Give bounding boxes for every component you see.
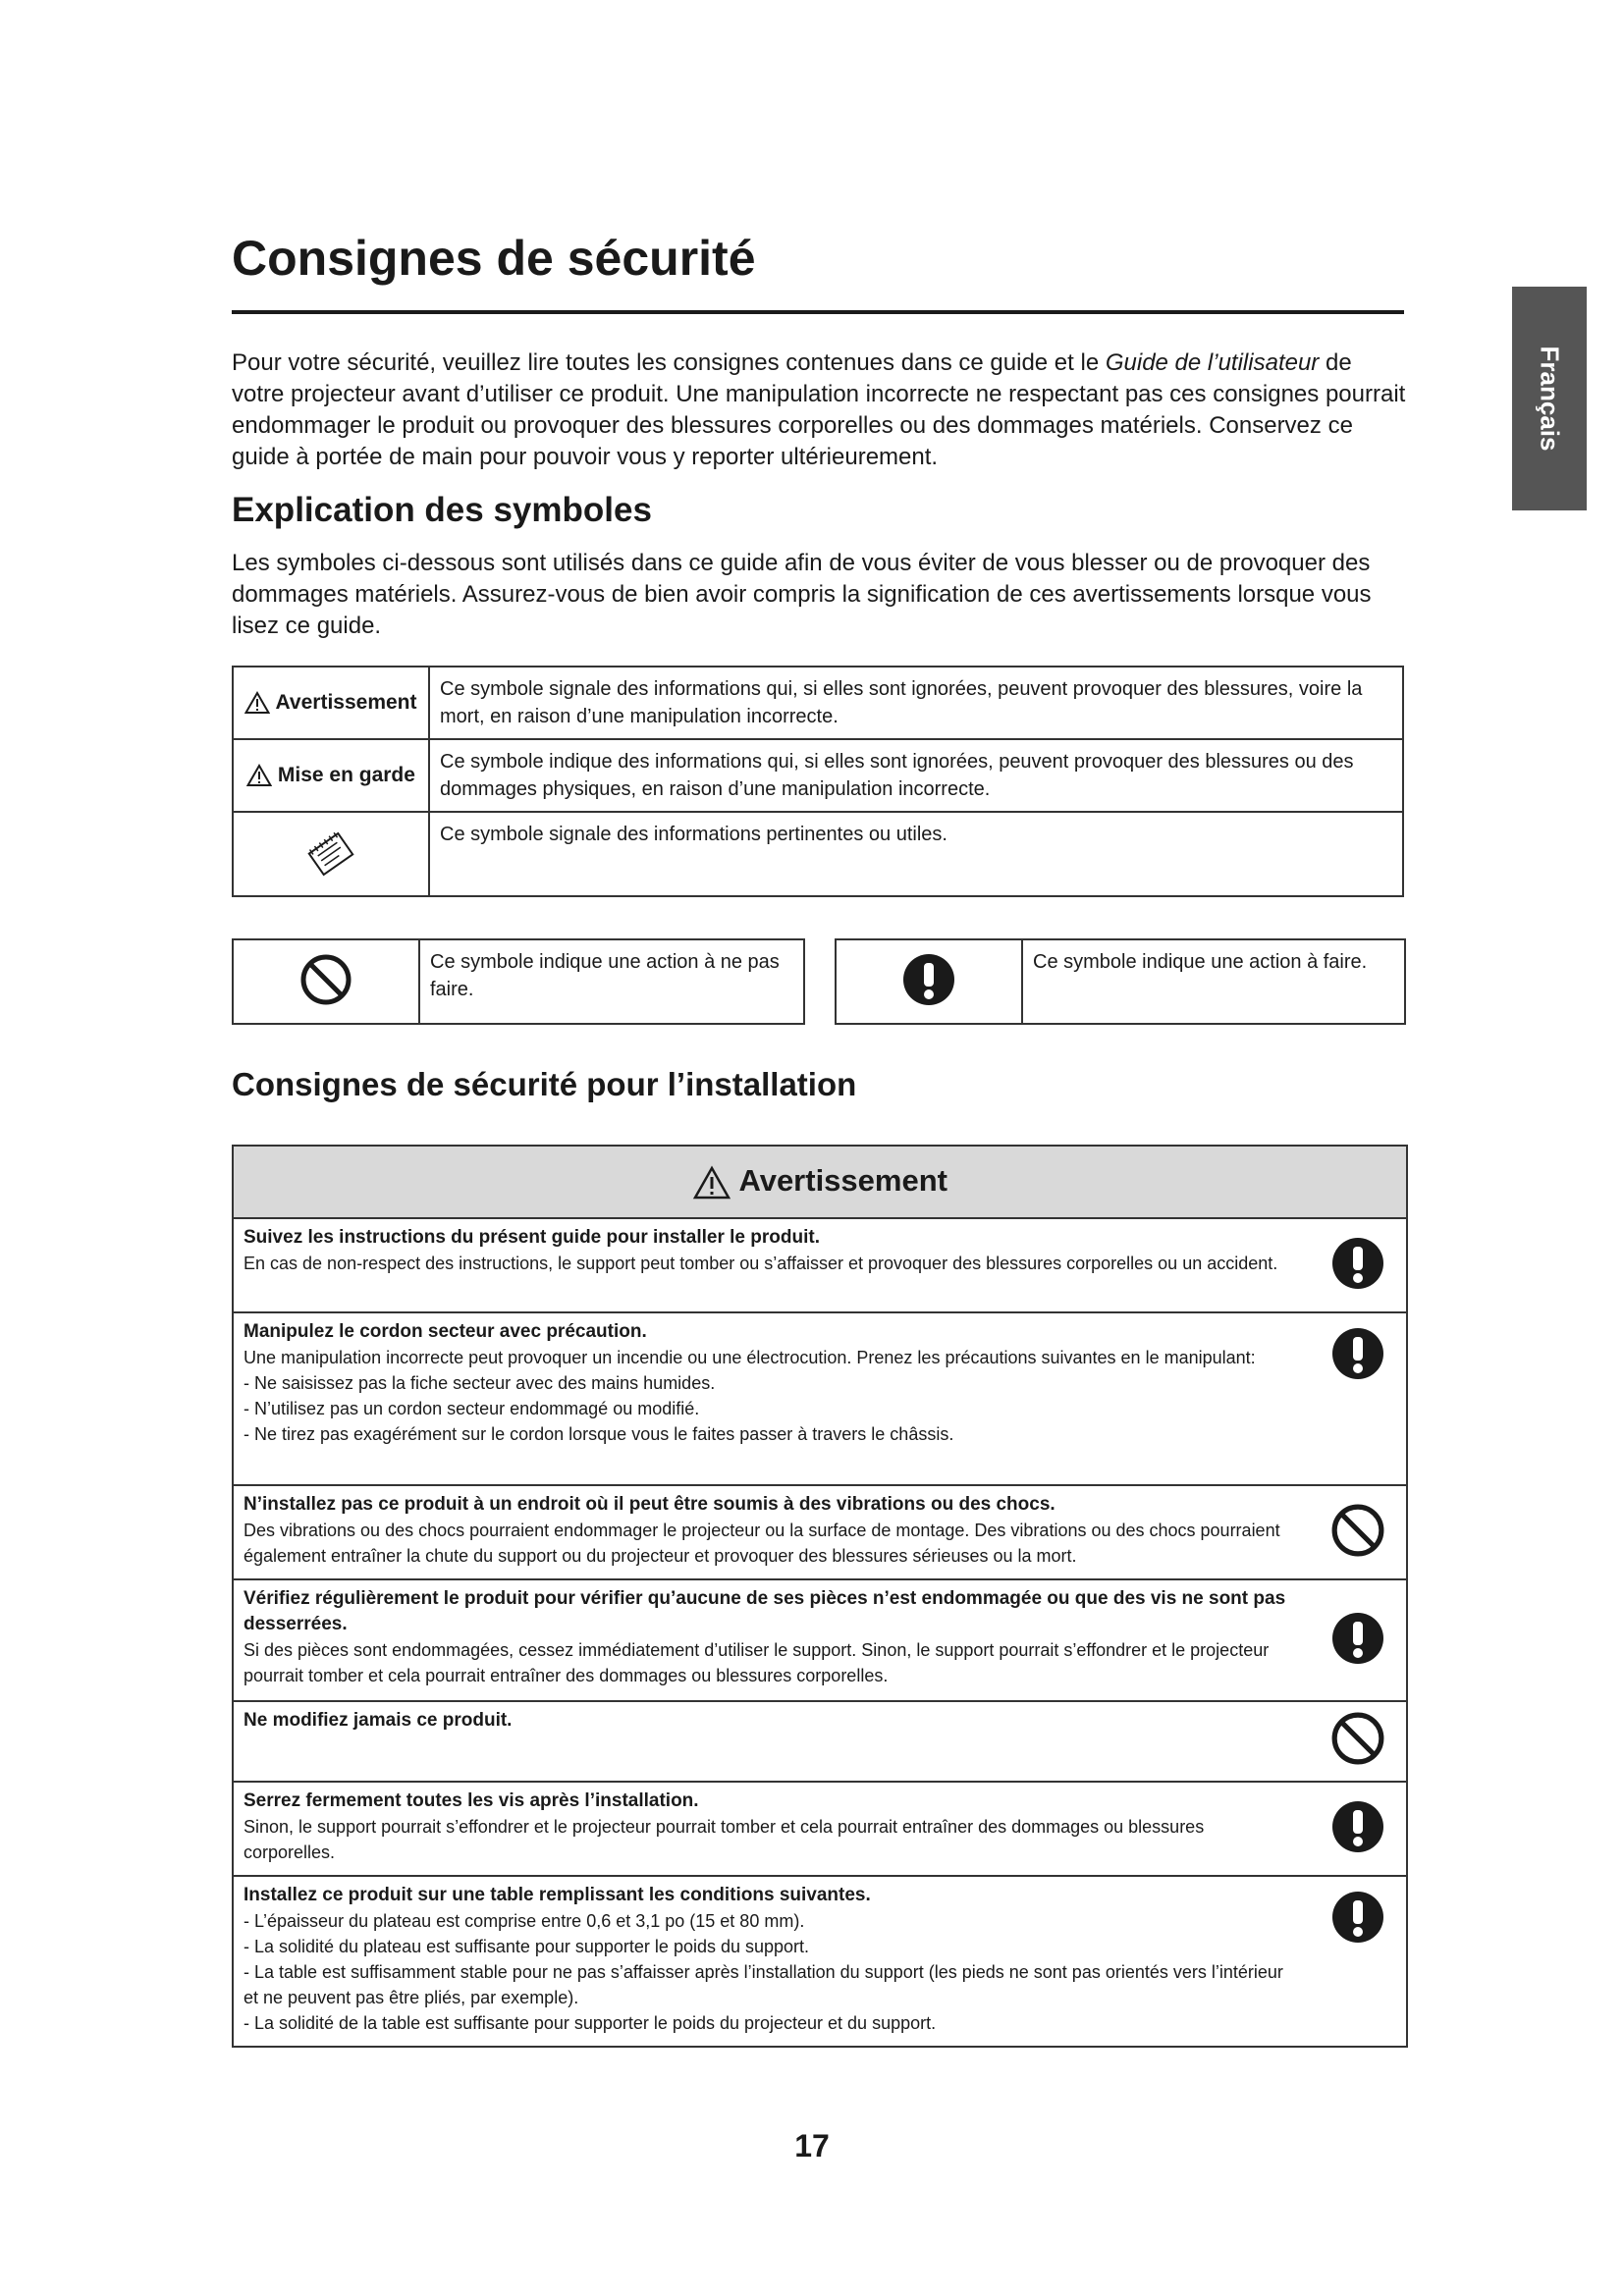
- warning-item-title: Installez ce produit sur une table remplissant les conditions suivantes.: [244, 1885, 871, 1905]
- page-number: 17: [794, 2128, 830, 2163]
- warning-item: [233, 1579, 1407, 1701]
- warning-item: [233, 1312, 1407, 1485]
- symbol-label: Mise en garde: [277, 763, 415, 786]
- prohibited-icon: [1330, 1503, 1385, 1558]
- warning-item-line: - La table est suffisamment stable pour ne pas s’affaisser après l’installation du support (les pieds ne sont pas orientés vers l’intérieur et ne peuvent pas être pliés, par exemple).: [244, 1962, 1283, 2007]
- warning-item-line: Sinon, le support pourrait s’effondrer et le projecteur pourrait tomber et cela pourrait entraîner des dommages ou blessures corporelles.: [244, 1817, 1205, 1862]
- mandatory-description: Ce symbole indique une action à faire.: [1022, 939, 1405, 1024]
- symbol-description: Ce symbole signale des informations qui, si elles sont ignorées, peuvent provoquer des blessures, voire la mort, en raison d’une manipulation incorrecte.: [429, 667, 1403, 739]
- note-pencil-icon: [303, 831, 358, 877]
- warning-item-title: N’installez pas ce produit à un endroit où il peut être soumis à des vibrations ou des chocs.: [244, 1494, 1056, 1515]
- mandatory-icon: [1331, 1237, 1384, 1290]
- warning-item-line: - N’utilisez pas un cordon secteur endommagé ou modifié.: [244, 1399, 700, 1418]
- warning-item-line: - L’épaisseur du plateau est comprise entre 0,6 et 3,1 po (15 et 80 mm).: [244, 1911, 805, 1931]
- warning-item: [233, 1876, 1407, 2047]
- warning-item-title: Manipulez le cordon secteur avec précaution.: [244, 1321, 647, 1342]
- warning-item-line: - La solidité de la table est suffisante pour supporter le poids du projecteur et du support.: [244, 2013, 937, 2033]
- warning-item-line: En cas de non-respect des instructions, le support peut tomber ou s’affaisser et provoquer des blessures corporelles ou un accident.: [244, 1254, 1278, 1273]
- warning-item-title: Ne modifiez jamais ce produit.: [244, 1710, 513, 1731]
- warning-item-line: Des vibrations ou des chocs pourraient endommager le projecteur ou la surface de montage. Des vibrations ou des chocs pourraient également entraîner la chute du support ou du projecteur et provoquer des blessures sérieuses ou la mort.: [244, 1521, 1280, 1566]
- warning-item-title: Suivez les instructions du présent guide pour installer le produit.: [244, 1227, 820, 1248]
- page-title: Consignes de sécurité: [232, 231, 756, 286]
- warning-header: [233, 1146, 1407, 1218]
- mandatory-icon: [1331, 1612, 1384, 1665]
- warning-item: [233, 1218, 1407, 1312]
- symbol-row-caution: [233, 739, 1403, 812]
- mandatory-symbol-box: [835, 938, 1406, 1025]
- symbol-row-warning: [233, 667, 1403, 739]
- symbols-table: [232, 666, 1404, 897]
- prohibited-icon: [299, 953, 352, 1006]
- warning-item: [233, 1701, 1407, 1782]
- warning-item-line: - Ne saisissez pas la fiche secteur avec des mains humides.: [244, 1373, 716, 1393]
- prohibited-icon: [1330, 1711, 1385, 1766]
- symbol-description: Ce symbole signale des informations pertinentes ou utiles.: [429, 812, 1403, 896]
- language-tab-label: Français: [1535, 346, 1565, 452]
- warning-item-line: - Ne tirez pas exagérément sur le cordon lorsque vous le faites passer à travers le châssis.: [244, 1424, 954, 1444]
- mandatory-icon: [1331, 1891, 1384, 1944]
- warning-item: [233, 1782, 1407, 1876]
- symbols-heading: Explication des symboles: [232, 491, 652, 529]
- mandatory-icon: [1331, 1327, 1384, 1380]
- user-guide-title: Guide de l’utilisateur: [1105, 349, 1320, 376]
- warning-triangle-icon: [692, 1165, 731, 1201]
- warning-item-line: Si des pièces sont endommagées, cessez immédiatement d’utiliser le support. Sinon, le support pourrait s’effondrer et le projecteur pourrait tomber et cela pourrait entraîner des dommages ou blessures corporelles.: [244, 1640, 1270, 1685]
- symbol-description: Ce symbole indique des informations qui, si elles sont ignorées, peuvent provoquer des blessures ou des dommages physiques, en raison d’une manipulation incorrecte.: [429, 739, 1403, 812]
- installation-heading: Consignes de sécurité pour l’installation: [232, 1066, 857, 1102]
- warning-triangle-icon: [246, 764, 272, 787]
- warning-triangle-icon: [244, 691, 270, 715]
- prohibited-description: Ce symbole indique une action à ne pas faire.: [419, 939, 804, 1024]
- symbols-intro: Les symboles ci-dessous sont utilisés dans ce guide afin de vous éviter de vous blesser ou de provoquer des dommages matériels. Assurez-vous de bien avoir compris la signification de ces avertissements lorsque vous lisez ce guide.: [232, 550, 1372, 639]
- installation-warning-table: [232, 1145, 1408, 2048]
- warning-item-title: Vérifiez régulièrement le produit pour vérifier qu’aucune de ses pièces n’est endommagée ou que des vis ne sont pas desserrées.: [244, 1588, 1286, 1634]
- mandatory-icon: [1331, 1800, 1384, 1853]
- prohibited-symbol-box: [232, 938, 805, 1025]
- title-rule: [232, 310, 1404, 314]
- language-tab: [1512, 287, 1587, 510]
- warning-header-label: Avertissement: [738, 1163, 947, 1199]
- symbol-row-note: [233, 812, 1403, 896]
- warning-item-line: Une manipulation incorrecte peut provoquer un incendie ou une électrocution. Prenez les précautions suivantes en le manipulant:: [244, 1348, 1256, 1367]
- mandatory-icon: [902, 953, 955, 1006]
- warning-item-title: Serrez fermement toutes les vis après l’installation.: [244, 1790, 699, 1811]
- intro-paragraph: Pour votre sécurité, veuillez lire toutes les consignes contenues dans ce guide et le Guide de l’utilisateur de votre projecteur avant d’utiliser ce produit. Une manipulation incorrecte ne respectant pas ces consignes pourrait endommager le produit ou provoquer des blessures corporelles ou des dommages matériels. Conservez ce guide à portée de main pour pouvoir vous y reporter ultérieurement.: [232, 349, 1406, 470]
- symbol-label: Avertissement: [275, 690, 417, 714]
- warning-item: [233, 1485, 1407, 1579]
- warning-item-line: - La solidité du plateau est suffisante pour supporter le poids du support.: [244, 1937, 810, 1956]
